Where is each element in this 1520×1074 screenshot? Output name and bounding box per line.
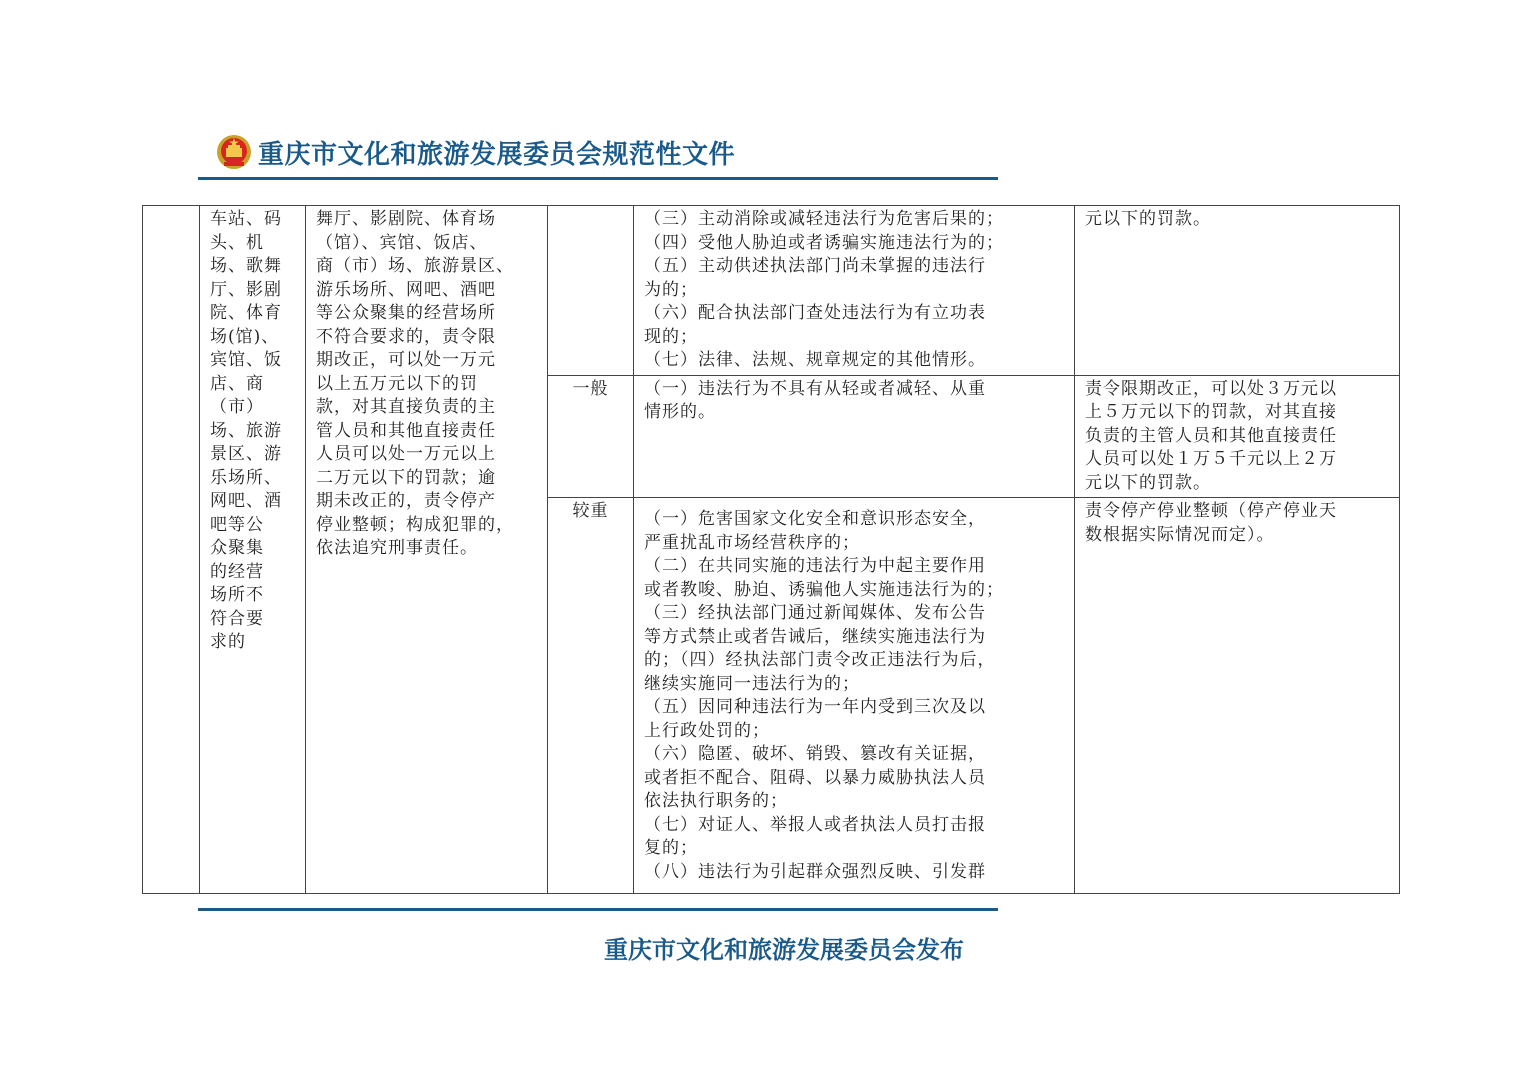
text-line: 款，对其直接负责的主 [316, 397, 496, 417]
text-line: （一）危害国家文化安全和意识形态安全， [644, 509, 986, 529]
text-line: 人员可以处一万元以上 [316, 444, 496, 464]
text-line: （一）违法行为不具有从轻或者减轻、从重 [644, 378, 986, 399]
text-line: 场(馆)、 [210, 326, 280, 347]
text-line: 依法执行职务的； [644, 791, 788, 811]
text-line: 游乐场所、网吧、酒吧 [316, 279, 496, 300]
national-emblem-icon [216, 134, 252, 170]
text-line: 严重扰乱市场经营秩序的； [644, 532, 860, 553]
text-line: 复的； [644, 838, 698, 858]
text-line: （三）经执法部门通过新闻媒体、发布公告 [644, 603, 986, 623]
text-line: 乐场所、 [210, 467, 282, 488]
condition-cell [634, 206, 1075, 376]
text-line: 负责的主管人员和其他直接责任 [1085, 425, 1337, 446]
penalty-cell [1075, 498, 1400, 894]
text-line: 元以下的罚款。 [1085, 472, 1211, 493]
text-line: 或者拒不配合、阻碍、以暴力威胁执法人员 [644, 767, 986, 788]
text-line: 依法追究刑事责任。 [316, 538, 478, 558]
text-line: 场、歌舞 [210, 256, 282, 276]
text-line: （四）受他人胁迫或者诱骗实施违法行为的； [644, 232, 1004, 253]
penalty-cell [1075, 375, 1400, 498]
text-line: 情形的。 [644, 402, 716, 422]
text-line: 期未改正的，责令停产 [316, 491, 496, 511]
text-line: 人员可以处１万５千元以上２万 [1085, 449, 1337, 469]
text-line: 店、商 [210, 373, 264, 394]
condition-cell [634, 375, 1075, 498]
text-line: （七）法律、法规、规章规定的其他情形。 [644, 350, 986, 370]
level-cell: 一般 [548, 375, 634, 498]
text-line: 等公众聚集的经营场所 [316, 303, 496, 323]
serial-number-cell [143, 206, 200, 894]
footer-rule [198, 908, 998, 911]
text-line: 为的； [644, 279, 698, 300]
text-line: 的；（四）经执法部门责令改正违法行为后， [644, 650, 996, 670]
text-line: 头、机 [210, 232, 264, 253]
header-rule [198, 177, 998, 180]
text-line: 不符合要求的，责令限 [316, 326, 496, 347]
text-line: 或者教唆、胁迫、诱骗他人实施违法行为的； [644, 579, 1004, 600]
text-line: 元以下的罚款。 [1085, 209, 1211, 229]
text-line: 网吧、酒 [210, 491, 282, 511]
text-line: （三）主动消除或减轻违法行为危害后果的； [644, 209, 1004, 229]
legal-basis-cell [306, 206, 548, 894]
text-line: 景区、游 [210, 444, 282, 464]
text-line: 吧等公 [210, 514, 264, 535]
text-line: （六）配合执法部门查处违法行为有立功表 [644, 303, 986, 323]
text-line: 现的； [644, 326, 698, 347]
text-line: 舞厅、影剧院、体育场 [316, 209, 496, 229]
text-line: 商（市）场、旅游景区、 [316, 256, 514, 276]
text-line: （八）违法行为引起群众强烈反映、引发群 [644, 861, 986, 882]
text-line: 场所不 [210, 585, 264, 605]
text-line: （六）隐匿、破坏、销毁、篡改有关证据， [644, 744, 986, 764]
text-line: 数根据实际情况而定）。 [1085, 524, 1275, 545]
text-line: 车站、码 [210, 209, 282, 229]
text-line: 以上五万元以下的罚 [316, 373, 478, 394]
footer-title: 重庆市文化和旅游发展委员会发布 [604, 936, 964, 964]
text-line: 厅、影剧 [210, 279, 282, 300]
penalty-standard-table [142, 205, 1400, 894]
violation-behavior-cell [200, 206, 306, 894]
text-line: （五）因同种违法行为一年内受到三次及以 [644, 697, 986, 717]
text-line: 求的 [210, 632, 246, 652]
document-header [216, 132, 735, 172]
level-cell: 较重 [548, 498, 634, 894]
text-line: 停业整顿；构成犯罪的， [316, 514, 514, 535]
penalty-cell [1075, 206, 1400, 376]
text-line: 等方式禁止或者告诫后，继续实施违法行为 [644, 626, 986, 647]
text-line: （二）在共同实施的违法行为中起主要作用 [644, 556, 986, 576]
text-line: 的经营 [210, 561, 264, 582]
text-line: （七）对证人、举报人或者执法人员打击报 [644, 814, 986, 835]
condition-cell [634, 498, 1075, 894]
text-line: 众聚集 [210, 538, 264, 558]
text-line: 责令停产停业整顿（停产停业天 [1085, 501, 1337, 521]
text-line: 继续实施同一违法行为的； [644, 673, 860, 694]
header-title: 重庆市文化和旅游发展委员会规范性文件 [258, 139, 736, 170]
text-line: 场、旅游 [210, 420, 282, 441]
text-line: 责令限期改正，可以处３万元以 [1085, 378, 1337, 399]
text-line: 宾馆、饭 [210, 350, 282, 370]
text-line: 期改正，可以处一万元 [316, 350, 496, 370]
text-line: 上行政处罚的； [644, 720, 770, 741]
text-line: 院、体育 [210, 303, 282, 323]
text-line: 二万元以下的罚款；逾 [316, 467, 496, 488]
table-row [143, 206, 1400, 376]
text-line: （馆）、宾馆、饭店、 [316, 232, 488, 253]
text-line: 符合要 [210, 608, 264, 629]
text-line: （五）主动供述执法部门尚未掌握的违法行 [644, 256, 986, 276]
level-cell [548, 206, 634, 376]
text-line: 上５万元以下的罚款，对其直接 [1085, 402, 1337, 422]
text-line: 管人员和其他直接责任 [316, 420, 496, 441]
text-line: （市） [210, 397, 264, 417]
